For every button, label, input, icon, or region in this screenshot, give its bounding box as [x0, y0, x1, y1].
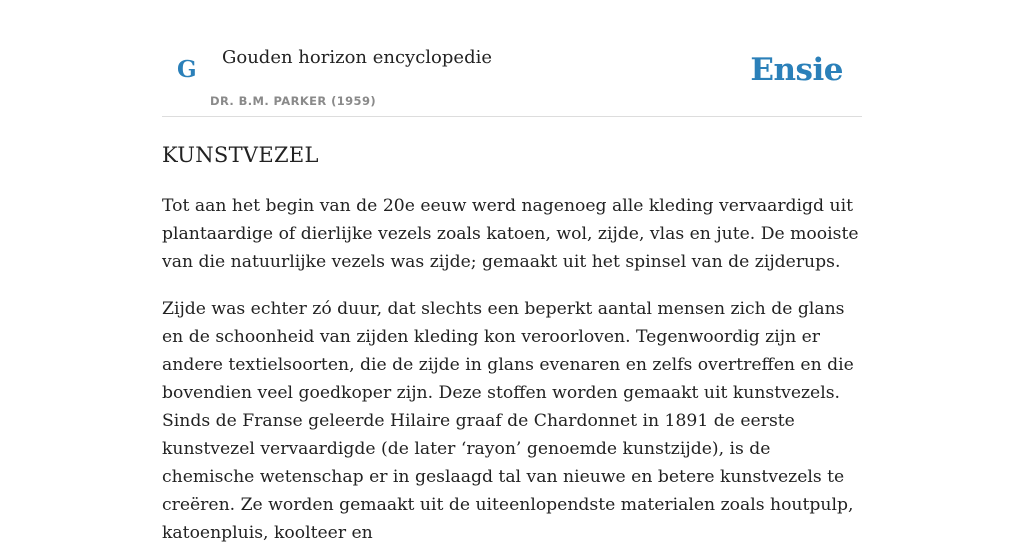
book-author: DR. B.M. PARKER (1959)	[210, 94, 377, 108]
entry-title: KUNSTVEZEL	[162, 143, 319, 167]
entry-paragraph: Tot aan het begin van de 20e eeuw werd nagenoeg alle kleding vervaardigd uit plantaardige of dierlijke vezels zoals katoen, wol, zijde, vlas en jute. De mooiste van die natuurlijke vezels was zijde; gemaakt uit het spinsel van de zijderups.	[162, 196, 859, 272]
book-logo[interactable]: G	[177, 56, 197, 83]
ensie-logo-link[interactable]: Ensie	[750, 52, 843, 88]
book-header	[162, 0, 862, 117]
entry-content	[162, 138, 862, 547]
entry-paragraph: Zijde was echter zó duur, dat slechts een beperkt aantal mensen zich de glans en de schoonheid van zijden kleding kon veroorloven. Tegenwoordig zijn er andere textielsoorten, die de zijde in glans evenaren en zelfs overtreffen en die bovendien veel goedkoper zijn. Deze stoffen worden gemaakt uit kunstvezels. Sinds de Franse geleerde Hilaire graaf de Chardonnet in 1891 de eerste kunstvezel vervaardigde (de later ‘rayon’ genoemde kunstzijde), is de chemische wetenschap er in geslaagd tal van nieuwe en betere kunstvezels te creëren. Ze worden gemaakt uit de uiteenlopendste materialen zoals houtpulp, katoenpluis, koolteer en	[162, 299, 854, 543]
book-title-link[interactable]: Gouden horizon encyclopedie	[222, 47, 492, 68]
